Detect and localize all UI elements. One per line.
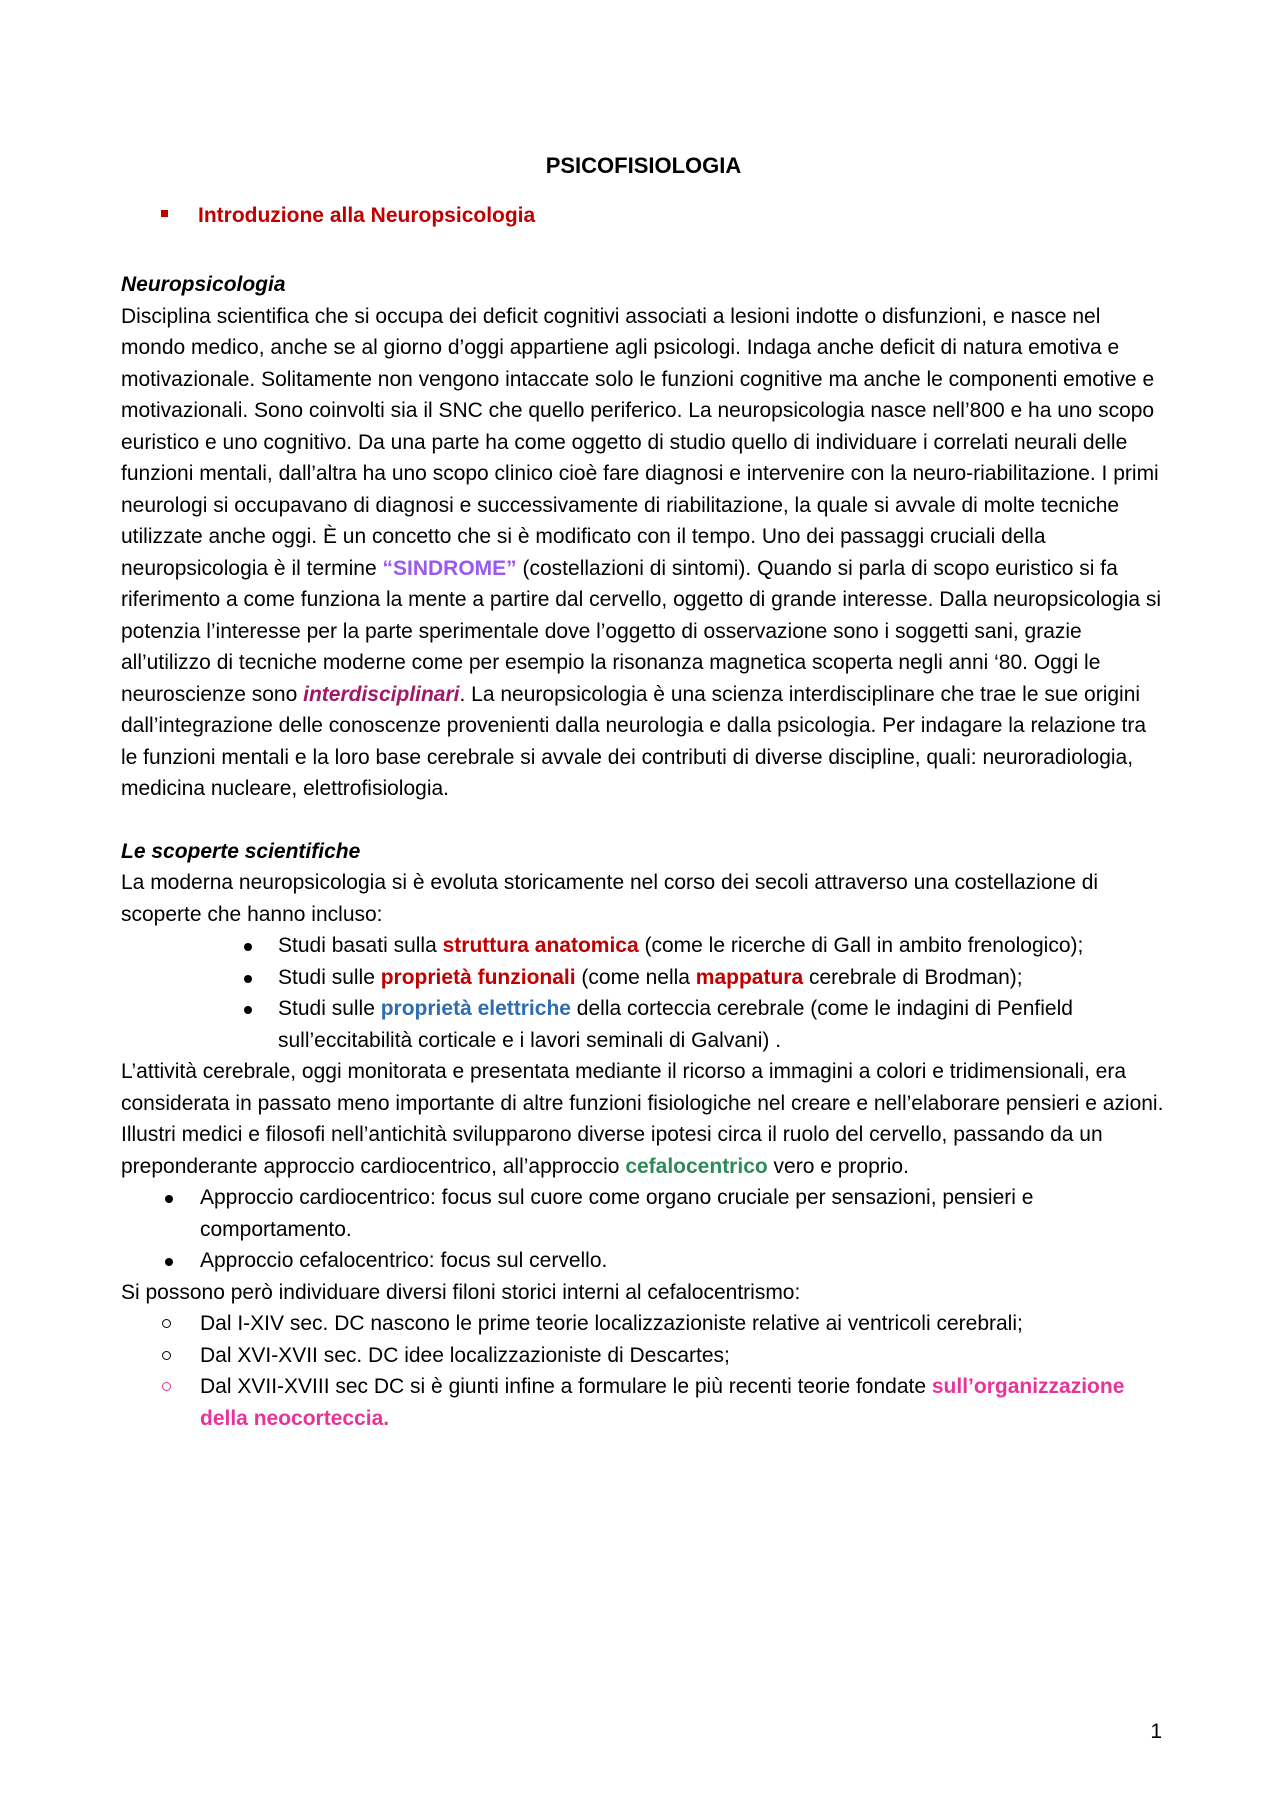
list-item [121,1182,1166,1245]
text-run: Disciplina scientifica che si occupa dei deficit cognitivi associati a lesioni indotte o disfunzioni, e nasce nel mondo medico, anche se al giorno d’oggi appartiene agli psicologi. Indaga anche deficit di natura emotiva e motivazionale. Solitamente non vengono intaccate solo le funzioni cognitive ma anche le componenti emotive e motivazionali. Sono coinvolti sia il SNC che quello periferico. La neuropsicologia nasce nell’800 e ha uno scopo euristico e uno cognitivo. Da una parte ha come oggetto di studio quello di individuare i correlati neurali delle funzioni mentali, dall’altra ha uno scopo clinico cioè fare diagnosi e intervenire con la neuro-riabilitazione. I primi neurologi si occupavano di diagnosi e successivamente di riabilitazione, la quale si avvale di molte tecniche utilizzate anche oggi. È un concetto che si è modificato con il tempo. Uno dei passaggi cruciali della neuropsicologia è il termine [121,304,1159,580]
subheading-scoperte: Le scoperte scientifiche [121,839,361,863]
highlight-proprieta-elettriche: proprietà elettriche [380,997,571,1020]
list-item [121,1308,1166,1340]
bullet-icon [165,1258,173,1266]
text-run: (come nella [575,965,696,989]
paragraph-neuropsicologia [121,301,1166,805]
list-item [121,1245,1166,1277]
highlight-interdisciplinari: interdisciplinari [303,682,460,706]
text-run: Approccio cefalocentrico: focus sul cervello. [200,1249,608,1272]
square-bullet-icon [161,210,168,217]
page-title: PSICOFISIOLOGIA [545,153,742,178]
bullet-icon [244,943,252,951]
highlight-mappatura: mappatura [695,965,804,989]
text-run: . La neuropsicologia è una scienza interdisciplinare che trae le sue origini dall’integrazione delle conoscenze provenienti dalla neurologia e dalla psicologia. Per indagare la relazione tra le funzioni mentali e la loro base cerebrale si avvale dei contributi di diverse discipline, quali: neuroradiologia, medicina nucleare, elettrofisiologia. [121,682,1147,800]
list-item [121,962,1166,994]
list-item [121,993,1166,1056]
text-run: della corteccia cerebrale (come le indagini di Penfield sull’eccitabilità corticale e i lavori seminali di Galvani) . [278,997,1073,1052]
bullet-icon [244,1006,252,1014]
text-run: Dal XVI-XVII sec. DC idee localizzazioniste di Descartes; [200,1343,730,1367]
text-run: (costellazioni di sintomi). Quando si parla di scopo euristico si fa riferimento a come funziona la mente a partire dal cervello, oggetto di grande interesse. Dalla neuropsicologia si potenzia l’interesse per la parte sperimentale dove l’oggetto di osservazione sono i soggetti sani, grazie all’utilizzo di tecniche moderne come per esempio la risonanza magnetica scoperta negli anni ‘80. Oggi le neuroscienze sono [121,556,1162,706]
text-run: Dal I-XIV sec. DC nascono le prime teorie localizzazioniste relative ai ventricoli cerebrali; [200,1312,1023,1335]
bullet-list-studi [121,930,1166,1056]
text-run: L’attività cerebrale, oggi monitorata e presentata mediante il ricorso a immagini a colori e tridimensionali, era considerata in passato meno importante di altre funzioni fisiologiche nel creare e nell’elaborare pensieri e azioni. Illustri medici e filosofi nell’antichità svilupparono diverse ipotesi circa il ruolo del cervello, passando da un preponderante approccio cardiocentrico, all’approccio [121,1060,1164,1178]
circle-list-filoni [121,1308,1166,1434]
paragraph-filoni: Si possono però individuare diversi filoni storici interni al cefalocentrismo: [121,1280,801,1304]
list-item [121,1340,1166,1372]
page-content [121,150,1166,1434]
text-run: Studi sulle [278,997,381,1020]
bullet-list-approcci [121,1182,1166,1277]
text-run: vero e proprio. [767,1154,909,1178]
text-run: Studi basati sulla [278,934,443,957]
bullet-icon [244,975,252,983]
circle-bullet-icon [162,1319,171,1328]
text-run: (come le ricerche di Gall in ambito frenologico); [638,934,1084,957]
highlight-sindrome: “SINDROME” [382,556,517,580]
text-run: Studi sulle [278,965,381,989]
circle-bullet-icon [162,1351,171,1360]
highlight-cefalocentrico: cefalocentrico [625,1154,768,1178]
subheading-neuropsicologia: Neuropsicologia [121,273,286,296]
circle-bullet-icon [162,1382,171,1391]
text-run: Approccio cardiocentrico: focus sul cuore come organo cruciale per sensazioni, pensieri e comportamento. [200,1186,1034,1241]
bullet-icon [165,1195,173,1203]
text-run: cerebrale di Brodman); [803,965,1023,989]
highlight-struttura-anatomica: struttura anatomica [442,934,639,957]
section-heading [161,200,1166,232]
section-heading-text: Introduzione alla Neuropsicologia [198,203,536,227]
page-number: 1 [1150,1720,1162,1743]
paragraph-attivita-cerebrale [121,1056,1166,1182]
paragraph-scoperte-intro: La moderna neuropsicologia si è evoluta storicamente nel corso dei secoli attraverso una costellazione di scoperte che hanno incluso: [121,871,1099,926]
list-item [121,930,1166,962]
list-item [121,1371,1166,1434]
highlight-neocorteccia: sull’organizzazione della neocorteccia. [200,1375,1125,1430]
highlight-proprieta-funzionali: proprietà funzionali [380,965,576,989]
text-run: Dal XVII-XVIII sec DC si è giunti infine a formulare le più recenti teorie fondate [200,1375,932,1398]
